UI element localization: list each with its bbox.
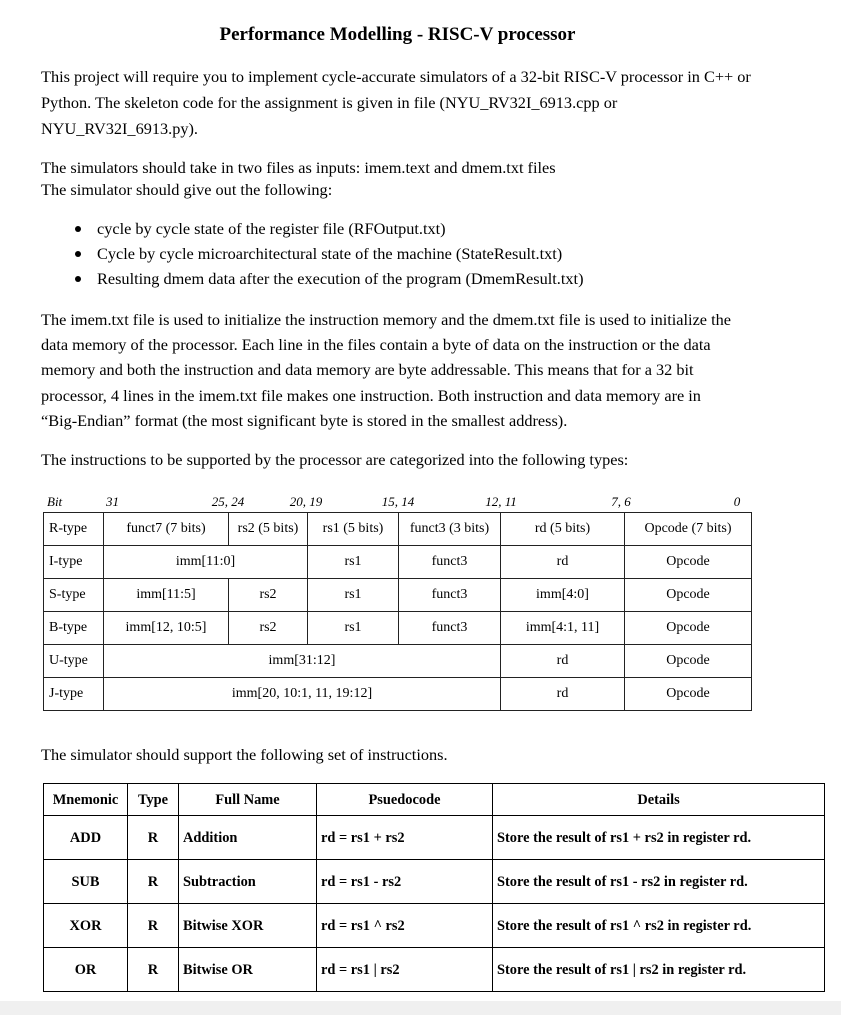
output-files-list (0, 216, 584, 291)
intro-paragraph (41, 64, 751, 142)
opcode-field: Opcode (625, 579, 752, 612)
funct3-field: funct3 (399, 612, 501, 645)
format-row-b-type (44, 612, 752, 645)
intro-line: This project will require you to implement cycle-accurate simulators of a 32-bit RISC-V processor in C++ or (41, 67, 751, 86)
mnemonic-cell: OR (44, 948, 128, 992)
rd-field: rd (501, 678, 625, 711)
bit-position-label: 31 (106, 494, 119, 509)
memory-format-line: The imem.txt file is used to initialize the instruction memory and the dmem.txt file is used to initialize the (41, 310, 731, 329)
format-type-label: I-type (44, 546, 104, 579)
format-type-label: B-type (44, 612, 104, 645)
pseudocode-cell: rd = rs1 ^ rs2 (317, 904, 493, 948)
document-title: Performance Modelling - RISC-V processor (219, 24, 576, 45)
memory-format-line: data memory of the processor. Each line in the files contain a byte of data on the instruction or the data (41, 335, 711, 355)
pseudocode-cell: rd = rs1 + rs2 (317, 816, 493, 860)
details-cell: Store the result of rs1 + rs2 in register rd. (493, 816, 825, 860)
intro-line: NYU_RV32I_6913.py). (41, 119, 198, 138)
type-cell: R (128, 904, 179, 948)
io-paragraph (41, 157, 556, 200)
opcode-field: Opcode (7 bits) (625, 513, 752, 546)
details-cell: Store the result of rs1 | rs2 in register rd. (493, 948, 825, 992)
bit-position-axis (0, 494, 841, 510)
imm-field: imm[4:1, 11] (501, 612, 625, 645)
rs2-field: rs2 (5 bits) (229, 513, 308, 546)
supported-instructions-intro: The simulator should support the following set of instructions. (41, 745, 448, 764)
format-row-i-type (44, 546, 752, 579)
imm-field: imm[11:5] (104, 579, 229, 612)
pseudocode-cell: rd = rs1 - rs2 (317, 860, 493, 904)
full-name-cell: Subtraction (179, 860, 317, 904)
full-name-cell: Addition (179, 816, 317, 860)
type-cell: R (128, 816, 179, 860)
details-cell: Store the result of rs1 - rs2 in register rd. (493, 860, 825, 904)
rs2-field: rs2 (229, 612, 308, 645)
output-files-list-item (0, 266, 584, 291)
format-type-label: U-type (44, 645, 104, 678)
output-files-list-item (0, 216, 584, 241)
instruction-row-sub (44, 860, 825, 904)
header-mnemonic: Mnemonic (44, 784, 128, 816)
header-type: Type (128, 784, 179, 816)
memory-format-line: “Big-Endian” format (the most significant byte is stored in the smallest address). (41, 410, 568, 430)
bit-position-label: 7, 6 (611, 494, 631, 509)
type-cell: R (128, 948, 179, 992)
bit-position-label: 15, 14 (381, 494, 415, 509)
imm-field: imm[20, 10:1, 11, 19:12] (104, 678, 501, 711)
bit-position-label: 20, 19 (289, 494, 323, 509)
funct3-field: funct3 (399, 579, 501, 612)
format-row-j-type (44, 678, 752, 711)
instruction-types-intro: The instructions to be supported by the processor are categorized into the following types: (41, 450, 629, 469)
opcode-field: Opcode (625, 645, 752, 678)
memory-format-line: processor, 4 lines in the imem.txt file makes one instruction. Both instruction and data memory are in (41, 385, 701, 405)
funct3-field: funct3 (399, 546, 501, 579)
page-bottom-edge (0, 1001, 841, 1015)
format-row-s-type (44, 579, 752, 612)
full-name-cell: Bitwise XOR (179, 904, 317, 948)
header-full-name: Full Name (179, 784, 317, 816)
format-type-label: S-type (44, 579, 104, 612)
opcode-field: Opcode (625, 546, 752, 579)
mnemonic-cell: SUB (44, 860, 128, 904)
instruction-row-xor (44, 904, 825, 948)
details-cell: Store the result of rs1 ^ rs2 in register rd. (493, 904, 825, 948)
funct3-field: funct3 (3 bits) (399, 513, 501, 546)
output-files-list-item-text: Cycle by cycle microarchitectural state of the machine (StateResult.txt) (97, 244, 563, 263)
rs2-field: rs2 (229, 579, 308, 612)
format-type-label: R-type (44, 513, 104, 546)
opcode-field: Opcode (625, 678, 752, 711)
intro-line: Python. The skeleton code for the assignment is given in file (NYU_RV32I_6913.cpp or (41, 93, 618, 112)
type-cell: R (128, 860, 179, 904)
imm-field: imm[12, 10:5] (104, 612, 229, 645)
memory-format-paragraph (41, 307, 731, 433)
rd-field: rd (5 bits) (501, 513, 625, 546)
rs1-field: rs1 (5 bits) (308, 513, 399, 546)
header-details: Details (493, 784, 825, 816)
rs1-field: rs1 (308, 612, 399, 645)
format-type-label: J-type (44, 678, 104, 711)
io-line: The simulators should take in two files as inputs: imem.text and dmem.txt files (41, 158, 556, 177)
rs1-field: rs1 (308, 546, 399, 579)
funct7-field: funct7 (7 bits) (104, 513, 229, 546)
instruction-row-or (44, 948, 825, 992)
io-line: The simulator should give out the following: (41, 179, 333, 199)
instruction-row-add (44, 816, 825, 860)
bit-axis-label: Bit (47, 494, 63, 509)
imm-field: imm[31:12] (104, 645, 501, 678)
bit-position-label: 0 (733, 494, 741, 509)
output-files-list-item-text: cycle by cycle state of the register file (RFOutput.txt) (97, 219, 446, 238)
mnemonic-cell: XOR (44, 904, 128, 948)
bullet-icon (75, 251, 81, 257)
rs1-field: rs1 (308, 579, 399, 612)
instruction-format-table (43, 512, 752, 711)
bullet-icon (75, 226, 81, 232)
supported-instructions-table (43, 783, 825, 992)
header-pseudocode: Psuedocode (317, 784, 493, 816)
format-row-u-type (44, 645, 752, 678)
rd-field: rd (501, 546, 625, 579)
full-name-cell: Bitwise OR (179, 948, 317, 992)
opcode-field: Opcode (625, 612, 752, 645)
rd-field: rd (501, 645, 625, 678)
output-files-list-item-text: Resulting dmem data after the execution of the program (DmemResult.txt) (97, 269, 584, 288)
bullet-icon (75, 276, 81, 282)
imm-field: imm[4:0] (501, 579, 625, 612)
imm-field: imm[11:0] (104, 546, 308, 579)
table-header-row (44, 784, 825, 816)
bit-position-label: 12, 11 (485, 494, 517, 509)
bit-position-label: 25, 24 (211, 494, 245, 509)
format-row-r-type (44, 513, 752, 546)
pseudocode-cell: rd = rs1 | rs2 (317, 948, 493, 992)
output-files-list-item (0, 241, 584, 266)
mnemonic-cell: ADD (44, 816, 128, 860)
memory-format-line: memory and both the instruction and data memory are byte addressable. This means that for a 32 bit (41, 360, 694, 380)
